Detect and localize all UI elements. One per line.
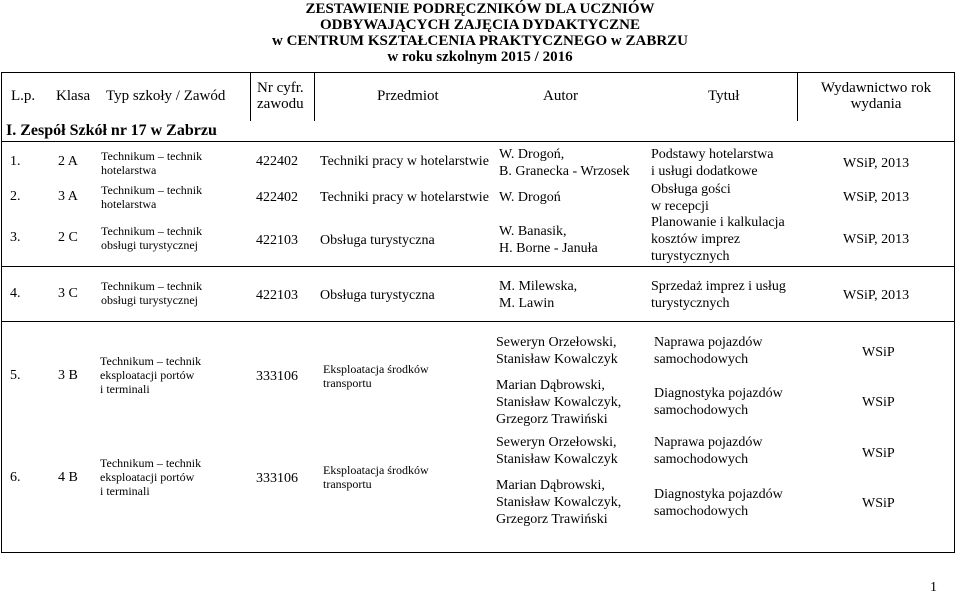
row-typ-line1: Technikum – technik [100, 354, 202, 368]
book-autor-line1: Marian Dąbrowski, [496, 478, 605, 493]
row-tytul-line1: Sprzedaż imprez i usług [651, 279, 786, 294]
book-wydawnictwo: WSiP [862, 446, 895, 461]
row-autor-line2: M. Lawin [499, 296, 555, 311]
row-przedmiot: Obsługa turystyczna [320, 288, 435, 303]
row-nr: 422103 [256, 233, 298, 248]
row-lp: 4. [10, 286, 21, 301]
section-heading: I. Zespół Szkół nr 17 w Zabrzu [6, 122, 217, 139]
header-autor: Autor [543, 88, 578, 104]
row-typ-line1: Technikum – technik [101, 279, 203, 293]
row-autor-line1: W. Drogoń, [499, 147, 565, 162]
row-nr: 333106 [256, 369, 298, 384]
title-line-1: ZESTAWIENIE PODRĘCZNIKÓW DLA UCZNIÓW [305, 1, 655, 17]
row-klasa: 2 C [58, 230, 78, 245]
row-wydawnictwo: WSiP, 2013 [843, 190, 910, 205]
row-przedmiot-line2: transportu [323, 477, 372, 491]
row-autor-line2: H. Borne - Januła [499, 241, 598, 256]
row-tytul-line2: turystycznych [651, 296, 730, 311]
row-lp: 5. [10, 368, 21, 383]
header-lp: L.p. [11, 88, 36, 104]
row-typ-line1: Technikum – technik [100, 456, 202, 470]
row-tytul-line1: Podstawy hotelarstwa [651, 147, 774, 162]
book-tytul-line2: samochodowych [654, 352, 749, 367]
row-przedmiot-line1: Eksploatacja środków [323, 362, 429, 376]
row-przedmiot: Techniki pracy w hotelarstwie [320, 190, 489, 205]
row-nr: 422402 [256, 190, 298, 205]
header-wydawnictwo-line2: wydania [850, 96, 902, 112]
page-number: 1 [930, 580, 937, 595]
book-autor-line2: Stanisław Kowalczyk [496, 352, 618, 367]
header-nr-line2: zawodu [257, 96, 304, 112]
book-tytul-line2: samochodowych [654, 504, 749, 519]
row-autor-line1: W. Banasik, [499, 224, 567, 239]
row-lp: 2. [10, 189, 21, 204]
book-autor-line2: Stanisław Kowalczyk [496, 452, 618, 467]
row-tytul-line1: Planowanie i kalkulacja [651, 215, 785, 230]
row-nr: 422402 [256, 154, 298, 169]
header-przedmiot: Przedmiot [377, 88, 439, 104]
book-autor-line2: Stanisław Kowalczyk, [496, 395, 622, 410]
book-tytul-line1: Naprawa pojazdów [654, 335, 763, 350]
book-wydawnictwo: WSiP [862, 345, 895, 360]
book-autor-line3: Grzegorz Trawiński [496, 512, 608, 527]
row-przedmiot: Techniki pracy w hotelarstwie [320, 154, 489, 169]
row-typ-line1: Technikum – technik [101, 149, 203, 163]
book-wydawnictwo: WSiP [862, 395, 895, 410]
row-nr: 422103 [256, 288, 298, 303]
row-tytul-line2: kosztów imprez [651, 232, 741, 247]
row-klasa: 4 B [58, 470, 78, 485]
row-wydawnictwo: WSiP, 2013 [843, 288, 910, 303]
header-nr-line1: Nr cyfr. [257, 80, 304, 96]
book-tytul-line2: samochodowych [654, 452, 749, 467]
row-przedmiot: Obsługa turystyczna [320, 233, 435, 248]
row-przedmiot-line1: Eksploatacja środków [323, 463, 429, 477]
row-typ-line2: obsługi turystycznej [101, 238, 198, 252]
row-tytul-line1: Obsługa gości [651, 182, 731, 197]
row-wydawnictwo: WSiP, 2013 [843, 156, 910, 171]
row-przedmiot-line2: transportu [323, 376, 372, 390]
row-tytul-line2: w recepcji [651, 199, 709, 214]
book-tytul-line1: Naprawa pojazdów [654, 435, 763, 450]
row-klasa: 3 B [58, 368, 78, 383]
row-tytul-line2: i usługi dodatkowe [651, 164, 758, 179]
row-typ-line2: hotelarstwa [101, 197, 157, 211]
header-klasa: Klasa [56, 88, 91, 104]
book-tytul-line1: Diagnostyka pojazdów [654, 386, 783, 401]
row-typ-line2: eksploatacji portów [100, 368, 195, 382]
book-tytul-line1: Diagnostyka pojazdów [654, 487, 783, 502]
row-lp: 3. [10, 230, 21, 245]
row-typ-line1: Technikum – technik [101, 224, 203, 238]
row-typ-line2: eksploatacji portów [100, 470, 195, 484]
row-tytul-line3: turystycznych [651, 249, 730, 264]
title-line-2: ODBYWAJĄCYCH ZAJĘCIA DYDAKTYCZNE [319, 17, 641, 33]
row-typ-line2: obsługi turystycznej [101, 293, 198, 307]
row-klasa: 3 A [58, 189, 78, 204]
book-wydawnictwo: WSiP [862, 496, 895, 511]
row-autor-line1: W. Drogoń [499, 190, 561, 205]
row-typ-line3: i terminali [100, 382, 150, 396]
title-line-4: w roku szkolnym 2015 / 2016 [387, 49, 573, 65]
row-autor-line2: B. Granecka - Wrzosek [499, 164, 630, 179]
book-autor-line3: Grzegorz Trawiński [496, 412, 608, 427]
row-typ-line2: hotelarstwa [101, 163, 157, 177]
header-wydawnictwo-line1: Wydawnictwo rok [820, 80, 932, 96]
row-typ-line3: i terminali [100, 484, 150, 498]
book-autor-line2: Stanisław Kowalczyk, [496, 495, 622, 510]
row-wydawnictwo: WSiP, 2013 [843, 232, 910, 247]
header-typ-szkoly: Typ szkoły / Zawód [106, 88, 226, 104]
row-klasa: 3 C [58, 286, 78, 301]
row-typ-line1: Technikum – technik [101, 183, 203, 197]
book-autor-line1: Marian Dąbrowski, [496, 378, 605, 393]
row-lp: 6. [10, 470, 21, 485]
book-autor-line1: Seweryn Orzełowski, [496, 335, 617, 350]
row-klasa: 2 A [58, 154, 78, 169]
book-autor-line1: Seweryn Orzełowski, [496, 435, 617, 450]
title-line-3: w CENTRUM KSZTAŁCENIA PRAKTYCZNEGO w ZABRZU [271, 33, 689, 49]
row-autor-line1: M. Milewska, [499, 279, 578, 294]
row-nr: 333106 [256, 471, 298, 486]
header-tytul: Tytuł [708, 88, 740, 104]
row-lp: 1. [10, 154, 21, 169]
book-tytul-line2: samochodowych [654, 403, 749, 418]
